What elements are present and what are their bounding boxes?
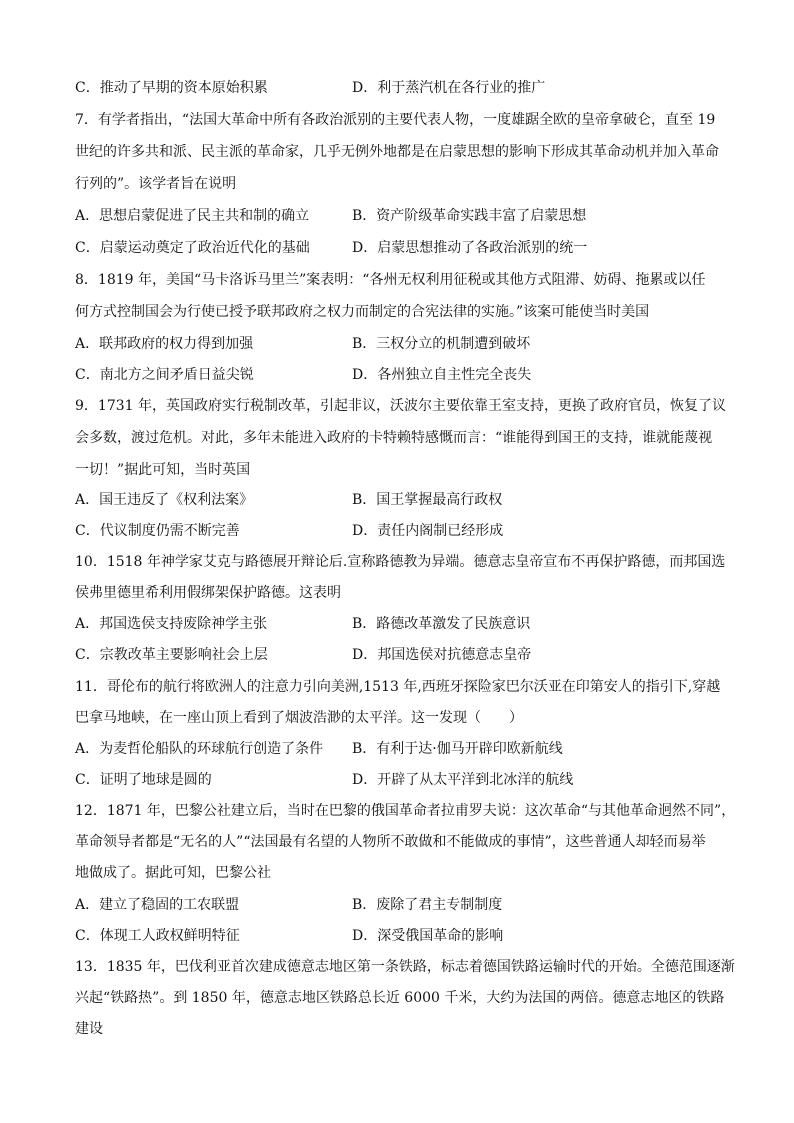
q12-option-a: A．建立了稳固的工农联盟	[75, 897, 240, 913]
q9-option-b: B．国王掌握最高行政权	[352, 492, 503, 508]
q7-stem-line-3: 行列的”。该学者旨在说明	[75, 176, 237, 192]
q7-option-b: B．资产阶级革命实践丰富了启蒙思想	[352, 208, 587, 224]
q7-option-a: A．思想启蒙促进了民主共和制的确立	[75, 208, 310, 224]
q9-option-c: C．代议制度仍需不断完善	[75, 523, 240, 539]
q12-stem-line-3: 地做成了。据此可知，巴黎公社	[75, 865, 271, 881]
q8-option-d: D．各州独立自主性完全丧失	[352, 367, 532, 383]
q8-stem-line-1: 8．1819 年，美国“马卡洛诉马里兰”案表明：“各州无权利用征税或其他方式阻滞、妨碍、拖累或以任	[75, 272, 706, 288]
q7-option-c: C．启蒙运动奠定了政治近代化的基础	[75, 240, 310, 256]
q6-option-c: C．推动了早期的资本原始积累	[75, 80, 268, 96]
q10-option-d: D．邦国选侯对抗德意志皇帝	[352, 647, 532, 663]
q12-stem-line-2: 革命领导者都是“无名的人”“法国最有名望的人物所不敢做和不能做成的事情”，这些普通人却轻而易举	[75, 834, 706, 850]
q12-option-c: C．体现工人政权鲜明特征	[75, 928, 240, 944]
q10-option-b: B．路德改革激发了民族意识	[352, 616, 531, 632]
q8-option-c: C．南北方之间矛盾日益尖锐	[75, 367, 254, 383]
q12-option-d: D．深受俄国革命的影响	[352, 928, 504, 944]
q11-option-b: B．有利于达·伽马开辟印欧新航线	[352, 741, 563, 757]
q8-option-b: B．三权分立的机制遭到破坏	[352, 336, 531, 352]
q9-option-a: A．国王违反了《权利法案》	[75, 492, 254, 508]
q8-stem-line-2: 何方式控制国会为行使已授予联邦政府之权力而制定的合宪法律的实施。”该案可能使当时美国	[75, 304, 650, 320]
q12-option-b: B．废除了君主专制制度	[352, 897, 503, 913]
q9-option-d: D．责任内阁制已经形成	[352, 523, 504, 539]
q11-option-a: A．为麦哲伦船队的环球航行创造了条件	[75, 741, 324, 757]
q9-stem-line-3: 一切！”据此可知，当时英国	[75, 462, 251, 478]
q7-option-d: D．启蒙思想推动了各政治派别的统一	[352, 240, 588, 256]
q12-stem-line-1: 12．1871 年，巴黎公社建立后，当时在巴黎的俄国革命者拉甫罗夫说：这次革命“与其他革命迥然不同”，	[75, 803, 736, 819]
q10-option-a: A．邦国选侯支持废除神学主张	[75, 616, 268, 632]
q13-stem-line-1: 13．1835 年，巴伐利亚首次建成德意志地区第一条铁路，标志着德国铁路运输时代的开始。全德范围逐渐	[75, 959, 735, 975]
q7-stem-line-1: 7．有学者指出，“法国大革命中所有各政治派别的主要代表人物，一度雄踞全欧的皇帝拿破仑，直至 19	[75, 112, 716, 128]
q13-stem-line-2: 兴起“铁路热”。到 1850 年，德意志地区铁路总长近 6000 千米，大约为法国的两倍。德意志地区的铁路	[75, 990, 725, 1006]
q7-stem-line-2: 世纪的许多共和派、民主派的革命家，几乎无例外地都是在启蒙思想的影响下形成其革命动机并加入革命	[75, 144, 719, 160]
q6-option-d: D．利于蒸汽机在各行业的推广	[352, 80, 546, 96]
q9-stem-line-1: 9．1731 年，英国政府实行税制改革，引起非议，沃波尔主要依靠王室支持，更换了政府官员，恢复了议	[75, 398, 726, 414]
q10-stem-line-2: 侯弗里德里希利用假绑架保护路德。这表明	[75, 585, 341, 601]
q11-stem-line-1: 11．哥伦布的航行将欧洲人的注意力引向美洲,1513 年,西班牙探险家巴尔沃亚在印第安人的指引下,穿越	[75, 679, 721, 695]
q10-stem-line-1: 10．1518 年神学家艾克与路德展开辩论后.宣称路德教为异端。德意志皇帝宣布不再保护路德，而邦国选	[75, 554, 726, 570]
q11-stem-line-2: 巴拿马地峡，在一座山顶上看到了烟波浩渺的太平洋。这一发现（ ）	[75, 710, 523, 726]
q13-stem-line-3: 建设	[75, 1021, 103, 1037]
q10-option-c: C．宗教改革主要影响社会上层	[75, 647, 268, 663]
q9-stem-line-2: 会多数，渡过危机。对此，多年未能进入政府的卡特赖特感慨而言：“谁能得到国王的支持，谁就能蔑视	[75, 430, 713, 446]
q11-option-d: D．开辟了从太平洋到北冰洋的航线	[352, 772, 574, 788]
q8-option-a: A．联邦政府的权力得到加强	[75, 336, 254, 352]
q11-option-c: C．证明了地球是圆的	[75, 772, 212, 788]
